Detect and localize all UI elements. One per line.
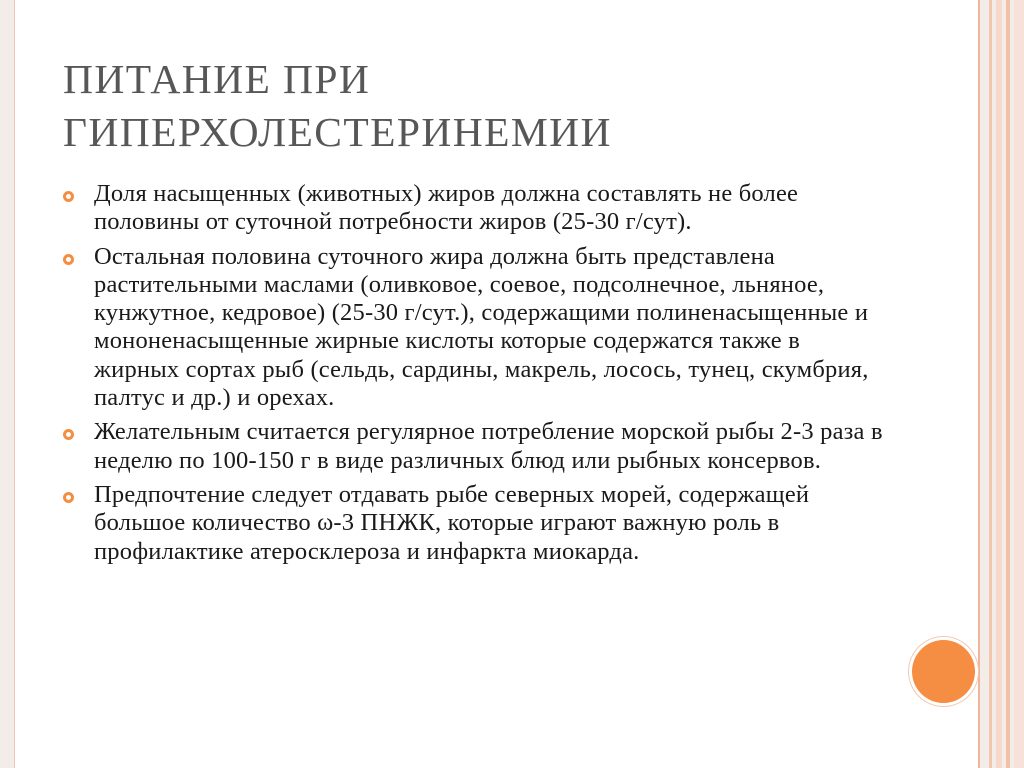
decorative-stripe: [1006, 0, 1010, 768]
bullet-circle-icon: [63, 429, 74, 440]
bullet-item: [60, 180, 890, 237]
bullet-list: [60, 180, 890, 572]
bullet-circle-icon: [63, 492, 74, 503]
slide-title: ПИТАНИЕ ПРИ ГИПЕРХОЛЕСТЕРИНЕМИИ: [63, 56, 612, 155]
bullet-text: Желательным считается регулярное потребление морской рыбы 2-3 раза в неделю по 100-150 г в виде различных блюд или рыбных консервов.: [94, 418, 883, 474]
decorative-stripe: [1014, 0, 1024, 768]
decorative-stripe: [989, 0, 992, 768]
bullet-circle-icon: [63, 191, 74, 202]
decorative-stripe: [996, 0, 1002, 768]
decorative-circle-icon: [912, 640, 975, 703]
bullet-text: Остальная половина суточного жира должна быть представлена растительными маслами (оливковое, соевое, подсолнечное, льняное, кунжутное, кедровое) (25-30 г/сут.), содержащими полиненасыщенные и мононенасыщенные жирные кислоты которые содержатся также в жирных сортах рыб (сельдь, сардины, макрель, лосось, тунец, скумбрия, палтус и др.) и орехах.: [94, 242, 869, 412]
bullet-item: [60, 418, 890, 475]
bullet-circle-icon: [63, 254, 74, 265]
bullet-item: [60, 481, 890, 566]
bullet-item: [60, 243, 890, 413]
bullet-text: Предпочтение следует отдавать рыбе северных морей, содержащей большое количество ω-3 ПНЖК, которые играют важную роль в профилактике атеросклероза и инфаркта миокарда.: [94, 480, 810, 565]
bullet-text: Доля насыщенных (животных) жиров должна составлять не более половины от суточной потребности жиров (25-30 г/сут).: [94, 180, 799, 236]
